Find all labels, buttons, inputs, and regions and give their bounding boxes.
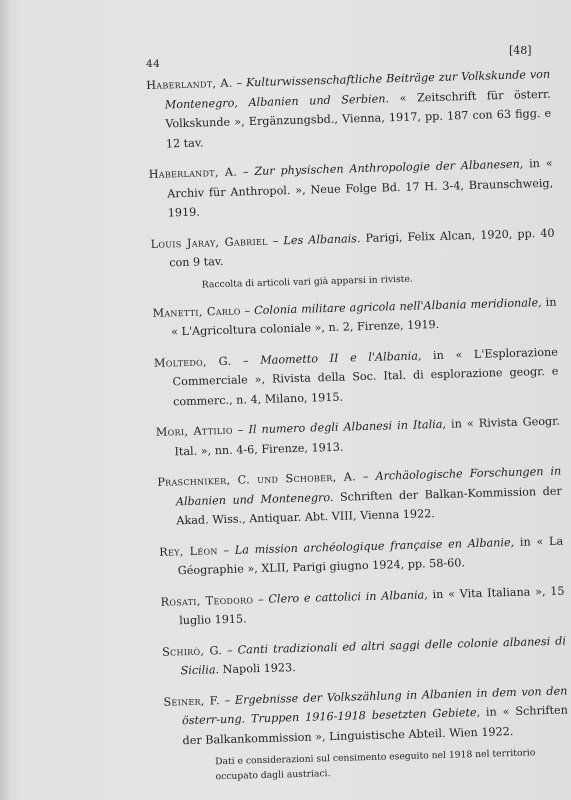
entry-details: in « Archiv für Anthropol. », Neue Folge Bd. 17 H. 3-4, Braunschweig, 1919. [167, 156, 554, 220]
entry-title: Archäologische Forschungen in Albanien und Montenegro. [175, 464, 562, 508]
entry-separator: – [253, 592, 269, 606]
bibliography-entry [154, 342, 559, 412]
bibliography-entry [157, 462, 562, 532]
entry-author: Mori, Attilio [155, 423, 233, 439]
entry-title: Clero e cattolici in Albania, [268, 587, 428, 606]
section-number: [48] [509, 44, 532, 57]
entry-title: Canti tradizionali ed altri saggi delle colonie albanesi di Sicilia. [180, 633, 567, 678]
bibliography-entry [162, 631, 567, 681]
entry-author: Schirò, G. [161, 643, 223, 659]
bibliography-entry [159, 531, 564, 581]
entry-separator: – [231, 353, 261, 368]
entry-author: Louis Jaray, Gabriel [150, 234, 268, 251]
bibliography-entry [163, 681, 568, 751]
entry-title: Ergebnisse der Volkszählung in Albanien in dem von den österr-ung. Truppen 1916-1918 besetzten Gebiete, [181, 683, 568, 728]
entry-title: Les Albanais. [283, 231, 361, 247]
entry-title: Colonia militare agricola nell'Albania meridionale, [253, 295, 542, 317]
entry-title: Kulturwissenschaftliche Beiträge zur Volkskunde von Montenegro, Albanien und Serbien. [164, 67, 551, 111]
entry-separator: – [232, 423, 249, 437]
entry-details: « Zeitschrift für österr. Volkskunde », Ergänzungsbd., Vienna, 1917, pp. 187 con 63 figg. e 12 tav. [165, 87, 552, 150]
entry-author: Seiner, F. [163, 693, 221, 709]
bibliography-entry [152, 292, 557, 342]
entry-details: Parigi, Felix Alcan, 1920, pp. 40 con 9 tav. [169, 226, 555, 270]
entry-separator: – [236, 165, 255, 179]
entry-author: Rosati, Teodoro [160, 592, 254, 609]
entry-separator: – [219, 693, 236, 707]
entry-note: Raccolta di articoli vari già apparsi in riviste. [201, 273, 413, 291]
entry-separator: – [232, 76, 247, 90]
entry-details: in « L'Esplorazione Commerciale », Rivista della Soc. Ital. di esplorazione geogr. e commerc., n. 4, Milano, 1915. [172, 345, 559, 408]
entry-details: Schriften der Balkan-Kommission der Akad. Wiss., Antiquar. Abt. VIII, Vienna 1922. [176, 484, 562, 528]
binding-shadow [0, 0, 10, 800]
entry-separator: – [267, 233, 284, 248]
entry-author: Manetti, Carlo [152, 303, 241, 320]
entry-details: Napoli 1923. [218, 661, 296, 677]
entry-title: Zur physischen Anthropologie der Albanesen, [254, 157, 524, 179]
entry-separator: – [240, 303, 255, 317]
entry-details: in « L'Agricoltura coloniale », n. 2, Firenze, 1919. [170, 295, 557, 339]
bibliography-entry [146, 65, 552, 154]
entry-separator: – [355, 469, 376, 484]
entry-author: Moltedo, G. [153, 354, 232, 370]
bibliography-entry [148, 154, 553, 224]
entry-title: Il numero degli Albanesi in Italia, [248, 417, 447, 437]
entry-title: La mission archéologique française en Albanie, [234, 535, 515, 557]
entry-separator: – [221, 643, 238, 657]
bibliography-entry [150, 223, 555, 273]
entry-separator: – [217, 543, 235, 557]
bibliography-entry [160, 581, 565, 631]
bibliography-list [146, 65, 570, 796]
page-number: 44 [146, 58, 161, 70]
entry-author: Haberlandt, A. [146, 76, 233, 92]
entry-author: Praschniker, C. und Schober, A. [157, 470, 357, 489]
entry-details: in « La Géographie », XLII, Parigi giugno 1924, pp. 58-60. [177, 534, 564, 578]
bibliography-entry [156, 412, 561, 462]
entry-details: in « Vita Italiana », 15 luglio 1915. [179, 584, 565, 628]
entry-author: Rey, Léon [159, 543, 218, 559]
entry-author: Haberlandt, A. [148, 165, 238, 181]
entry-details: in « Rivista Geogr. Ital. », nn. 4-6, Firenze, 1913. [174, 414, 560, 458]
entry-title: Maometto II e l'Albania, [260, 348, 422, 367]
entry-details: in « Schriften der Balkankommission », Linguistische Abteil. Wien 1922. [182, 703, 569, 747]
entry-note: Dati e considerazioni sul censimento eseguito nel 1918 nel territorio occupato dagli austriaci. [215, 747, 536, 783]
